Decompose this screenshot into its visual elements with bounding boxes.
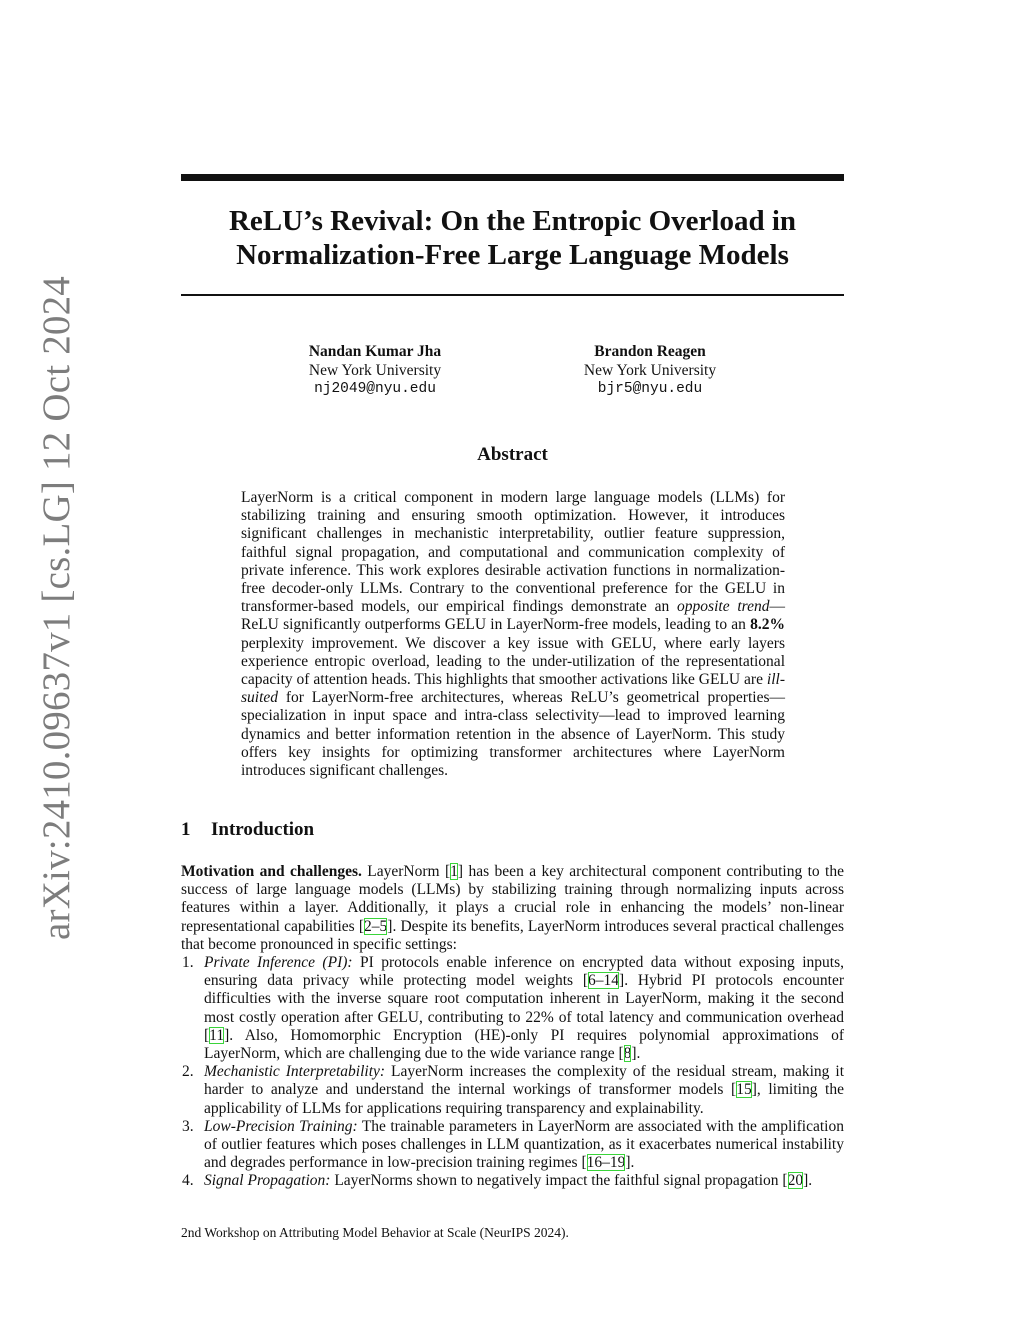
challenges-list bbox=[181, 954, 844, 1191]
citation-link[interactable]: 8 bbox=[623, 1045, 632, 1063]
list-item-heading: Private Inference (PI): bbox=[204, 954, 353, 972]
list-marker: 1. bbox=[182, 954, 194, 972]
intro-text: ]. Despite its benefits, LayerNorm introduces several practical challenges that become pronounced in specific settings: bbox=[181, 917, 844, 953]
title-line-1: ReLU’s Revival: On the Entropic Overload in bbox=[228, 205, 797, 237]
abstract-text: LayerNorm is a critical component in modern large language models (LLMs) for stabilizing training and ensuring smooth optimization. However, it introduces significant challenges in mechanistic interpretability, outlier feature suppression, faithful signal propagation, and computational and communication complexity of private inference. This work explores desirable activation functions in normalization-free decoder-only LLMs. Contrary to the conventional preference for the GELU in transformer-based models, our empirical findings demonstrate an bbox=[241, 489, 785, 616]
paper-title bbox=[181, 204, 844, 272]
citation-link[interactable]: 2–5 bbox=[364, 917, 388, 935]
list-item bbox=[182, 1117, 844, 1173]
list-item-text: The trainable parameters in LayerNorm are associated with the amplification of outlier features which poses challenges in LLM quantization, as it exacerbates numerical instability and degrades performance in low-precision training regimes [ bbox=[204, 1117, 844, 1172]
list-item bbox=[182, 1172, 844, 1190]
list-item-text: ]. bbox=[625, 1154, 635, 1172]
introduction-body bbox=[181, 863, 844, 1191]
list-marker: 2. bbox=[182, 1063, 194, 1081]
section-heading-introduction bbox=[181, 819, 314, 841]
arxiv-identifier-stamp: arXiv:2410.09637v1 [cs.LG] 12 Oct 2024 bbox=[35, 276, 78, 940]
abstract-text: for LayerNorm-free architectures, whereas ReLU’s geometrical properties—specialization in input space and intra-class selectivity—lead to improved learning dynamics and better information retention in the absence of LayerNorm. This study offers key insights for optimizing transformer architectures where LayerNorm introduces significant challenges. bbox=[241, 689, 785, 780]
list-item-text: ], limiting the applicability of LLMs for applications requiring transparency and explainability. bbox=[204, 1081, 844, 1117]
section-title: Introduction bbox=[211, 819, 315, 840]
author-email[interactable]: bjr5@nyu.edu bbox=[597, 381, 703, 397]
citation-link[interactable]: 15 bbox=[736, 1081, 752, 1099]
list-item-heading: Signal Propagation: bbox=[204, 1172, 331, 1190]
author-name: Brandon Reagen bbox=[594, 343, 706, 360]
paragraph-lead: Motivation and challenges. bbox=[181, 863, 362, 880]
list-item bbox=[182, 954, 844, 1063]
abstract-text: —ReLU significantly outperforms GELU in LayerNorm-free models, leading to an bbox=[241, 598, 786, 634]
citation-link[interactable]: 16–19 bbox=[586, 1154, 626, 1172]
author-affiliation: New York University bbox=[308, 362, 442, 379]
abstract-emphasis: ill-suited bbox=[241, 671, 785, 707]
citation-link[interactable]: 11 bbox=[209, 1026, 225, 1044]
title-top-rule bbox=[181, 174, 844, 181]
list-marker: 4. bbox=[182, 1172, 194, 1190]
abstract-highlight: 8.2% bbox=[750, 616, 785, 634]
list-item-heading: Low-Precision Training: bbox=[204, 1117, 358, 1135]
list-item-heading: Mechanistic Interpretability: bbox=[204, 1063, 386, 1081]
citation-link[interactable]: 20 bbox=[787, 1172, 804, 1190]
citation-link[interactable]: 6–14 bbox=[588, 972, 620, 990]
author-name: Nandan Kumar Jha bbox=[308, 343, 442, 360]
list-item-text: LayerNorm increases the complexity of the residual stream, making it harder to analyze and understand the internal workings of transformer models [ bbox=[204, 1063, 844, 1099]
list-item-text: ]. bbox=[631, 1045, 641, 1063]
abstract-heading: Abstract bbox=[477, 444, 548, 465]
title-line-2: Normalization-Free Large Language Models bbox=[236, 239, 789, 271]
list-marker: 3. bbox=[182, 1117, 194, 1135]
author-affiliation: New York University bbox=[583, 362, 717, 379]
abstract-emphasis: opposite trend bbox=[677, 598, 770, 616]
intro-text: LayerNorm [ bbox=[361, 863, 451, 880]
venue-footnote: 2nd Workshop on Attributing Model Behavior at Scale (NeurIPS 2024). bbox=[181, 1225, 569, 1240]
intro-paragraph bbox=[181, 863, 844, 954]
abstract-text: perplexity improvement. We discover a key issue with GELU, where early layers experience entropic overload, leading to the under-utilization of the representational capacity of attention heads. This highlights that smoother activations like GELU are bbox=[241, 634, 785, 689]
list-item-text: PI protocols enable inference on encrypted data without exposing inputs, ensuring data privacy while protecting model weights [ bbox=[204, 954, 844, 990]
list-item-text: ]. bbox=[803, 1172, 813, 1190]
abstract-body bbox=[241, 489, 785, 780]
author-block-1 bbox=[255, 342, 495, 399]
list-item-text: ]. Also, Homomorphic Encryption (HE)-only PI requires polynomial approximations of LayerNorm, which are challenging due to the wide variance range [ bbox=[204, 1026, 844, 1063]
list-item bbox=[182, 1063, 844, 1118]
section-number: 1 bbox=[181, 819, 191, 840]
author-email[interactable]: nj2049@nyu.edu bbox=[314, 381, 436, 397]
list-item-text: LayerNorms shown to negatively impact the faithful signal propagation [ bbox=[330, 1172, 788, 1190]
author-block-2 bbox=[530, 342, 770, 399]
title-bottom-rule bbox=[181, 294, 844, 296]
citation-link[interactable]: 1 bbox=[450, 863, 458, 880]
list-item-text: ]. Hybrid PI protocols encounter difficulties with the inverse square root computation inherent in LayerNorm, making it the second most costly operation after GELU, contributing to 22% of total latency and communication overhead [ bbox=[204, 972, 844, 1044]
intro-text: ] has been a key architectural component contributing to the success of large language models (LLMs) by stabilizing training through normalizing inputs across features within a layer. Additionally, it plays a crucial role in enhancing the models’ non-linear representational capabilities [ bbox=[181, 863, 844, 935]
